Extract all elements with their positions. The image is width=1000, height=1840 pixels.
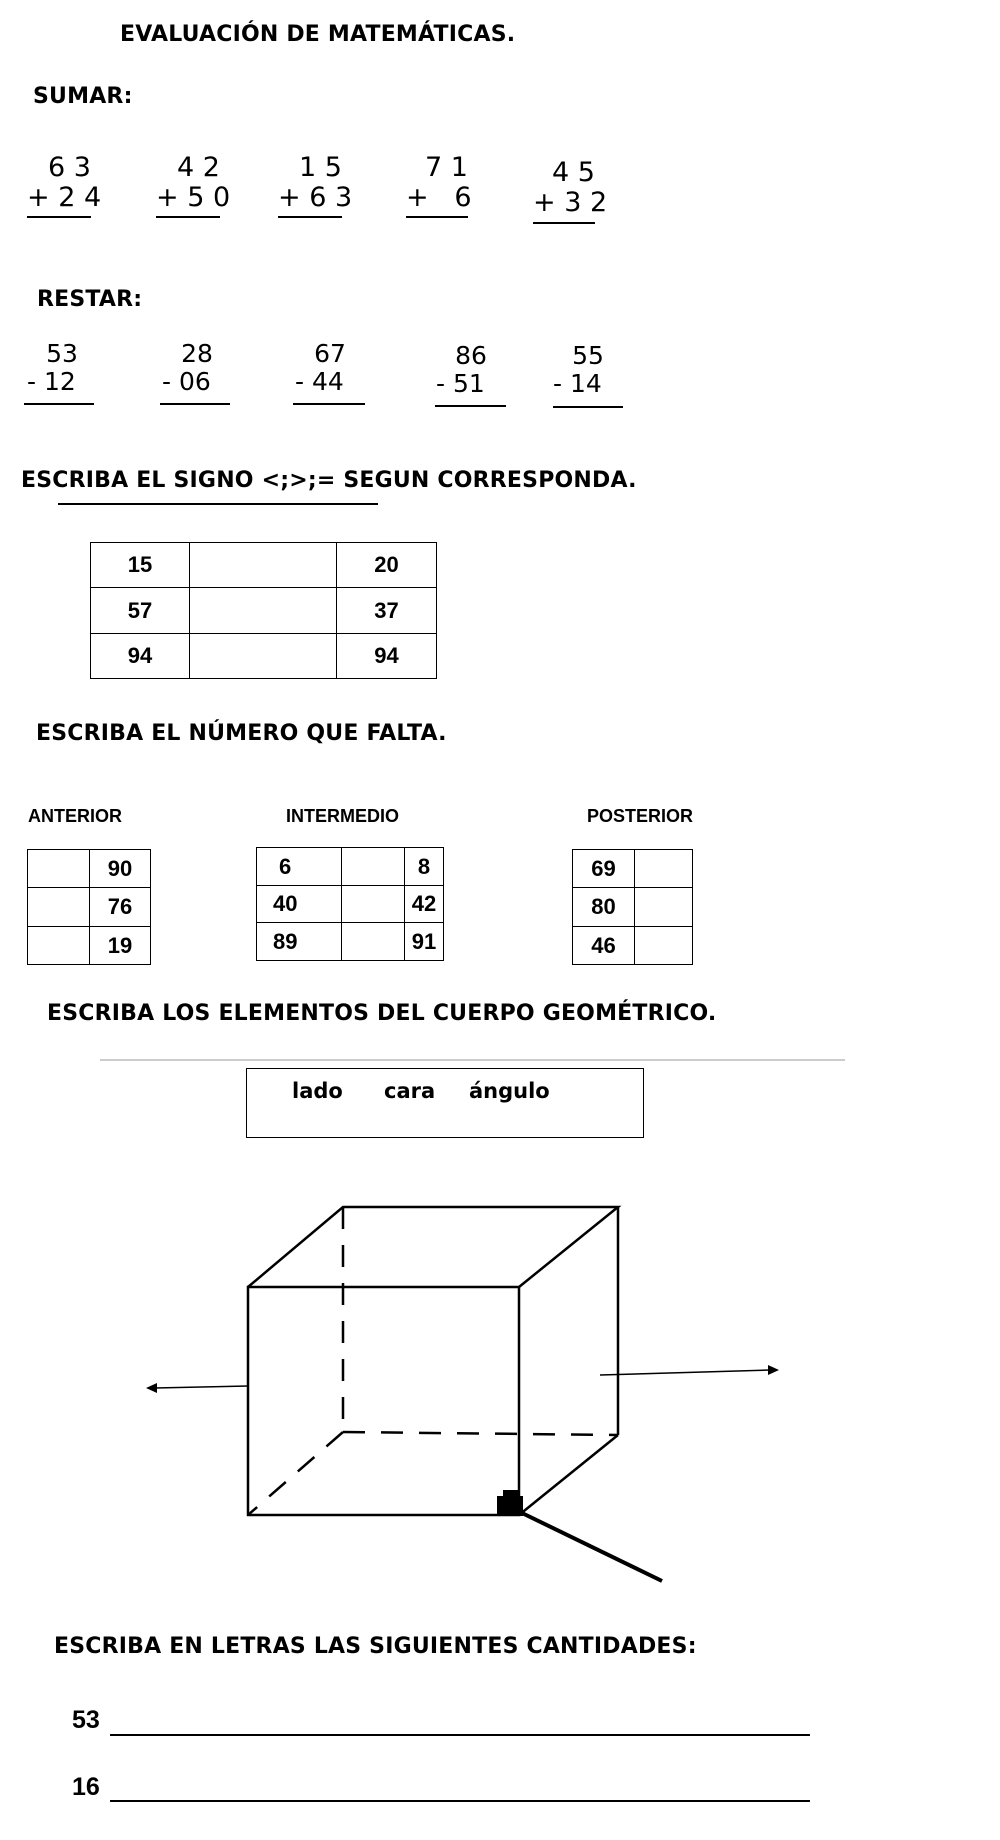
hidden-horizontal-edge [343, 1432, 618, 1435]
compare-right: 94 [337, 634, 437, 679]
word-bank-item: cara [384, 1079, 436, 1103]
sum-line [278, 216, 342, 218]
angle-marker [497, 1496, 523, 1516]
anterior-label: ANTERIOR [28, 806, 122, 826]
page-title: EVALUACIÓN DE MATEMÁTICAS. [120, 22, 516, 47]
addition-problem [406, 152, 472, 213]
word-bank-item: ángulo [469, 1079, 550, 1103]
addend-bottom: + 2 4 [27, 182, 102, 213]
right-arrow [600, 1370, 770, 1375]
sum-line [27, 216, 91, 218]
sum-line [156, 216, 220, 218]
given-number: 46 [573, 927, 635, 965]
restar-heading: RESTAR: [37, 287, 143, 312]
difference-line [160, 403, 230, 405]
hidden-diagonal-edge [248, 1432, 343, 1515]
given-number: 90 [90, 850, 151, 888]
sum-line [533, 222, 595, 224]
minuend: 86 [455, 341, 487, 370]
addend-bottom: + 5 0 [156, 182, 231, 213]
right-arrow-head [768, 1365, 779, 1375]
addend-bottom: + 6 [406, 182, 472, 213]
subtrahend: - 44 [295, 367, 344, 396]
difference-line [24, 403, 94, 405]
given-number: 76 [90, 888, 151, 927]
sign-answer-cell[interactable] [190, 588, 337, 634]
subtrahend: - 14 [553, 369, 602, 398]
given-number: 42 [405, 886, 444, 923]
geometry-heading: ESCRIBA LOS ELEMENTOS DEL CUERPO GEOMÉTRICO. [47, 1001, 717, 1026]
addend-bottom: + 6 3 [278, 182, 353, 213]
answer-line[interactable] [110, 1800, 810, 1802]
subtrahend: - 12 [27, 367, 76, 396]
given-number: 40 [257, 886, 342, 923]
answer-cell[interactable] [28, 850, 90, 888]
intermedio-label: INTERMEDIO [286, 806, 400, 826]
answer-cell[interactable] [635, 927, 693, 965]
given-number: 8 [405, 848, 444, 886]
addend-top: 6 3 [48, 152, 91, 183]
compare-left: 57 [91, 588, 190, 634]
given-number: 19 [90, 927, 151, 965]
subtraction-problem [553, 342, 623, 398]
minuend: 53 [46, 339, 78, 368]
compare-right: 20 [337, 543, 437, 588]
difference-line [293, 403, 365, 405]
addition-problem [533, 157, 608, 218]
missing-heading: ESCRIBA EL NÚMERO QUE FALTA. [36, 721, 447, 746]
words-heading: ESCRIBA EN LETRAS LAS SIGUIENTES CANTIDADES: [54, 1634, 697, 1659]
given-number: 89 [257, 923, 342, 961]
given-number: 69 [573, 850, 635, 888]
number-to-write: 53 [72, 1706, 100, 1734]
compare-left: 94 [91, 634, 190, 679]
minuend: 28 [181, 339, 213, 368]
divider [100, 1059, 845, 1061]
answer-cell[interactable] [342, 886, 405, 923]
subtraction-problem [162, 340, 232, 396]
given-number: 80 [573, 888, 635, 927]
answer-cell[interactable] [342, 848, 405, 886]
compare-right: 37 [337, 588, 437, 634]
addition-problem [156, 152, 231, 213]
left-arrow-head [146, 1383, 157, 1393]
left-arrow [155, 1386, 248, 1388]
cube-diagram [0, 1180, 1000, 1600]
sign-answer-cell[interactable] [190, 634, 337, 679]
subtraction-problem [27, 340, 97, 396]
angle-pointer-line [522, 1513, 662, 1581]
difference-line [553, 406, 623, 408]
difference-line [435, 405, 506, 407]
sumar-heading: SUMAR: [33, 84, 133, 109]
angle-marker [503, 1490, 519, 1498]
subtrahend: - 51 [436, 369, 485, 398]
minuend: 67 [314, 339, 346, 368]
given-number: 91 [405, 923, 444, 961]
compare-left: 15 [91, 543, 190, 588]
addend-top: 4 2 [177, 152, 220, 183]
addend-bottom: + 3 2 [533, 187, 608, 218]
posterior-table [572, 849, 693, 965]
addition-problem [27, 152, 102, 213]
cube-top-edges [248, 1207, 618, 1287]
intermedio-table [256, 847, 444, 961]
number-to-write: 16 [72, 1773, 100, 1801]
answer-cell[interactable] [28, 888, 90, 927]
compare-table [90, 542, 437, 679]
subtraction-problem [295, 340, 365, 396]
addition-problem [278, 152, 353, 213]
addend-top: 4 5 [552, 157, 595, 188]
answer-cell[interactable] [635, 888, 693, 927]
minuend: 55 [572, 341, 604, 370]
answer-cell[interactable] [28, 927, 90, 965]
answer-cell[interactable] [635, 850, 693, 888]
subtraction-problem [436, 342, 506, 398]
cube-front-face [248, 1287, 519, 1515]
cube-bottom-right-edge [519, 1435, 618, 1515]
sign-answer-cell[interactable] [190, 543, 337, 588]
addend-top: 7 1 [425, 152, 468, 183]
anterior-table [27, 849, 151, 965]
subtrahend: - 06 [162, 367, 211, 396]
answer-cell[interactable] [342, 923, 405, 961]
word-bank-item: lado [292, 1079, 343, 1103]
given-number: 6 [257, 848, 342, 886]
addend-top: 1 5 [299, 152, 342, 183]
compare-heading: ESCRIBA EL SIGNO <;>;= SEGUN CORRESPONDA. [21, 468, 637, 493]
sum-line [406, 216, 468, 218]
answer-line[interactable] [110, 1734, 810, 1736]
posterior-label: POSTERIOR [587, 806, 694, 826]
heading-underline [58, 503, 378, 505]
word-bank [246, 1068, 644, 1138]
